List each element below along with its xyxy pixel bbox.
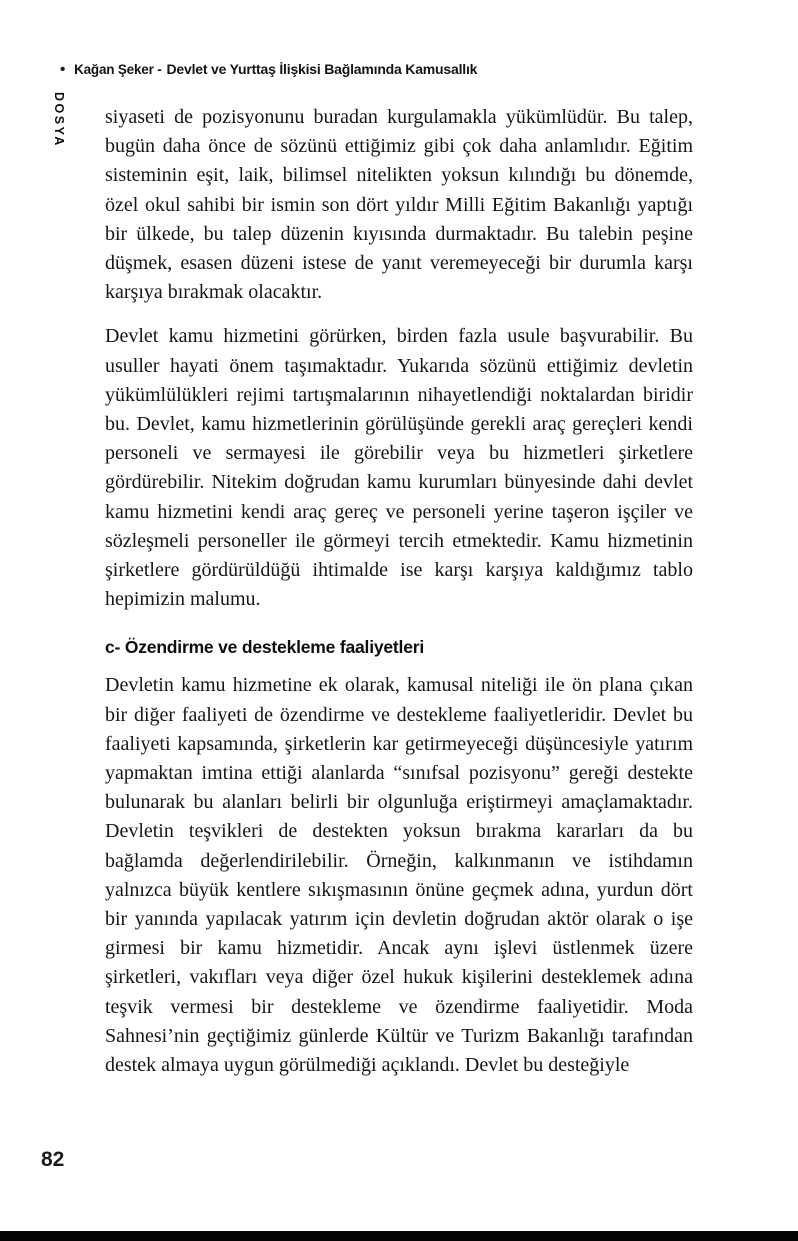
margin-label-dosya: DOSYA — [52, 92, 66, 148]
section-heading: c- Özendirme ve destekleme faaliyetleri — [105, 637, 425, 658]
header-author: Kağan Şeker - — [74, 62, 162, 77]
body-paragraph: Devletin kamu hizmetine ek olarak, kamusal niteliği ile ön plana çıkan bir diğer faaliyeti de özendirme ve destekleme faaliyetleridir. Devlet bu faaliyeti kapsamında, şirketlerin kar getirmeyeceği düşüncesiyle yatırım yapmaktan imtina ettiği alanlarda “sınıfsal pozisyonu” gereği destekte bulunarak bu alanları belirli bir olgunluğa eriştirmeyi amaçlamaktadır. Devletin teşvikleri de destekten yoksun bırakma kararları da bu bağlamda değerlendirilebilir. Örneğin, kalkınmanın ve istihdamın yalnızca büyük kentlere sıkışmasının önüne geçmek adına, yurdun dört bir yanında yapılacak yatırım için devletin doğrudan aktör olarak o işe girmesi bir kamu hizmetidir. Ancak aynı işlevi üstlenmek üzere şirketleri, vakıfları veya diğer özel hukuk kişilerini desteklemek adına teşvik vermesi bir destekleme ve özendirme faaliyetidir. Moda Sahnesi’nin geçtiğimiz günlerde Kültür ve Turizm Bakanlığı tarafından destek almaya uygun görülmediği açıklandı. Devlet bu desteğiyle — [105, 674, 693, 1077]
page-header — [60, 61, 738, 78]
article-content — [105, 103, 693, 1095]
header-article-title: Devlet ve Yurttaş İlişkisi Bağlamında Kamusallık — [166, 61, 478, 77]
page-number: 82 — [41, 1148, 65, 1171]
body-paragraph: siyaseti de pozisyonunu buradan kurgulamakla yükümlüdür. Bu talep, bugün daha önce de sözünü ettiğimiz gibi çok daha anlamlıdır. Eğitim sisteminin eşit, laik, bilimsel nitelikten yoksun kılındığı bu dönemde, özel okul sahibi bir ismin son dört yıldır Milli Eğitim Bakanlığı yaptığı bir ülkede, bu talep düzenin kıyısında durmaktadır. Bu talebin peşine düşmek, esasen düzeni istese de yanıt veremeyeceği bir durumla karşı karşıya bırakmak olacaktır. — [105, 106, 693, 304]
header-bullet-icon: • — [60, 61, 66, 78]
bottom-black-bar — [0, 1231, 798, 1241]
body-paragraph: Devlet kamu hizmetini görürken, birden fazla usule başvurabilir. Bu usuller hayati önem taşımaktadır. Yukarıda sözünü ettiğimiz devletin yükümlülükleri rejimi tartışmalarının nihayetlendiği noktalardan biridir bu. Devlet, kamu hizmetlerinin görülüşünde gerekli araç gereçleri kendi personeli ve sermayesi ile görebilir veya bu hizmetleri şirketlere gördürebilir. Nitekim doğrudan kamu kurumları bünyesinde dahi devlet kamu hizmetini kendi araç gereç ve personeli yerine taşeron işçiler ve sözleşmeli personeller ile görmeyi tercih etmektedir. Kamu hizmetinin şirketlere gördürüldüğü ihtimalde ise karşı karşıya kaldığımız tablo hepimizin malumu. — [105, 325, 693, 611]
